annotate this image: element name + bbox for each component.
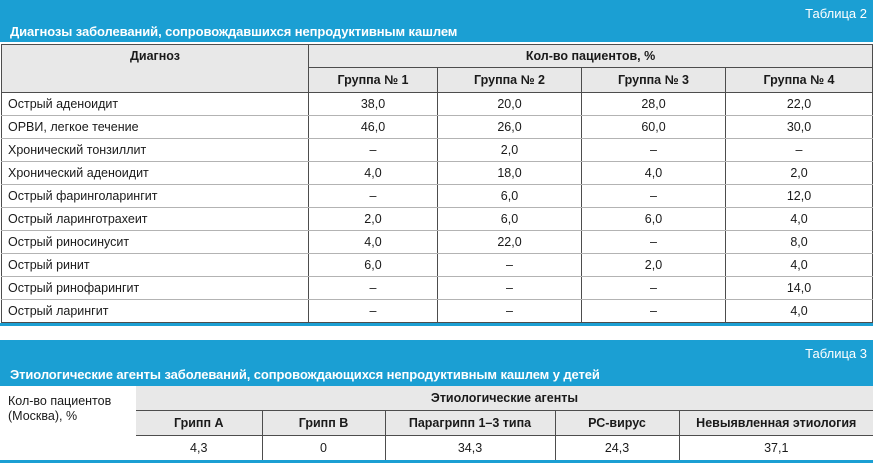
agent-value: 37,1 — [764, 441, 789, 455]
value-cell: 8,0 — [726, 231, 873, 254]
table2-label: Таблица 2 — [805, 6, 867, 21]
table-row — [2, 93, 873, 116]
table2 — [1, 44, 873, 323]
agent-value: 34,3 — [385, 436, 555, 462]
value-cell: 6,0 — [438, 208, 582, 231]
value-cell: – — [726, 139, 873, 162]
diagnosis-cell: Хронический аденоидит — [2, 162, 309, 185]
value-cell: – — [438, 277, 582, 300]
value-cell: 28,0 — [582, 93, 726, 116]
agent-header: Невыявленная этиология — [679, 411, 873, 436]
value-cell: – — [309, 139, 438, 162]
patients-row-label: Кол-во пациентов (Москва), % — [8, 394, 112, 423]
agent-header: Парагрипп 1–3 типа — [385, 411, 555, 436]
value-cell: 18,0 — [438, 162, 582, 185]
col-header-patients: Кол-во пациентов, % — [309, 45, 873, 68]
value-cell: 4,0 — [790, 304, 808, 318]
value-cell: 38,0 — [309, 93, 438, 116]
table-row — [2, 162, 873, 185]
table-row — [2, 277, 873, 300]
group-header: Группа № 3 — [582, 68, 726, 93]
agent-value: 4,3 — [136, 436, 262, 462]
diagnosis-cell: Острый риносинусит — [2, 231, 309, 254]
value-cell: 2,0 — [582, 254, 726, 277]
agent-header: Грипп В — [262, 411, 385, 436]
value-cell: 2,0 — [309, 208, 438, 231]
value-cell: 12,0 — [726, 185, 873, 208]
table-row — [2, 185, 873, 208]
diagnosis-cell: Острый фаринголарингит — [2, 185, 309, 208]
value-cell: 46,0 — [309, 116, 438, 139]
col-header-diagnosis: Диагноз — [2, 45, 309, 93]
table-row — [2, 254, 873, 277]
diagnosis-cell: Острый ринит — [2, 254, 309, 277]
value-cell: – — [582, 139, 726, 162]
agent-header: Грипп А — [136, 411, 262, 436]
value-cell: 20,0 — [438, 93, 582, 116]
diagnosis-cell: Острый ларингит — [2, 300, 309, 323]
value-cell: 30,0 — [726, 116, 873, 139]
value-cell: 2,0 — [726, 162, 873, 185]
value-cell: 4,0 — [582, 162, 726, 185]
group-header: Группа № 2 — [438, 68, 582, 93]
value-cell: 6,0 — [438, 185, 582, 208]
value-cell: 60,0 — [582, 116, 726, 139]
table3 — [0, 386, 873, 463]
diagnosis-cell: Острый аденоидит — [2, 93, 309, 116]
value-cell: – — [582, 185, 726, 208]
value-cell: – — [309, 185, 438, 208]
table-row — [2, 116, 873, 139]
table2-body — [2, 93, 873, 323]
value-cell: – — [438, 254, 582, 277]
table-row — [2, 231, 873, 254]
table-row — [2, 139, 873, 162]
diagnosis-cell: Острый ларинготрахеит — [2, 208, 309, 231]
agents-group-header: Этиологические агенты — [136, 386, 873, 411]
value-cell: 4,0 — [309, 162, 438, 185]
agent-header: РС-вирус — [555, 411, 679, 436]
value-cell: 14,0 — [726, 277, 873, 300]
table-row — [2, 208, 873, 231]
value-cell: 22,0 — [438, 231, 582, 254]
value-cell: 22,0 — [726, 93, 873, 116]
value-cell: – — [438, 300, 582, 323]
group-header: Группа № 1 — [309, 68, 438, 93]
value-cell: – — [309, 300, 438, 323]
diagnosis-cell: Хронический тонзиллит — [2, 139, 309, 162]
value-cell: – — [582, 300, 726, 323]
value-cell: 6,0 — [309, 254, 438, 277]
value-cell: 6,0 — [582, 208, 726, 231]
agent-value: 0 — [262, 436, 385, 462]
value-cell: 4,0 — [726, 254, 873, 277]
value-cell: – — [309, 277, 438, 300]
agent-value: 24,3 — [555, 436, 679, 462]
table2-title: Диагнозы заболеваний, сопровождавшихся непродуктивным кашлем — [10, 24, 458, 39]
table2-header — [0, 0, 873, 42]
diagnosis-cell: ОРВИ, легкое течение — [2, 116, 309, 139]
value-cell: – — [582, 277, 726, 300]
value-cell: 2,0 — [438, 139, 582, 162]
table3-label: Таблица 3 — [805, 346, 867, 361]
table-row — [2, 300, 873, 323]
value-cell: 4,0 — [309, 231, 438, 254]
value-cell: – — [582, 231, 726, 254]
diagnosis-cell: Острый ринофарингит — [2, 277, 309, 300]
value-cell: 4,0 — [726, 208, 873, 231]
group-header: Группа № 4 — [726, 68, 873, 93]
table3-title: Этиологические агенты заболеваний, сопровождающихся непродуктивным кашлем у детей — [10, 367, 600, 382]
value-cell: 26,0 — [438, 116, 582, 139]
table3-header — [0, 340, 873, 386]
